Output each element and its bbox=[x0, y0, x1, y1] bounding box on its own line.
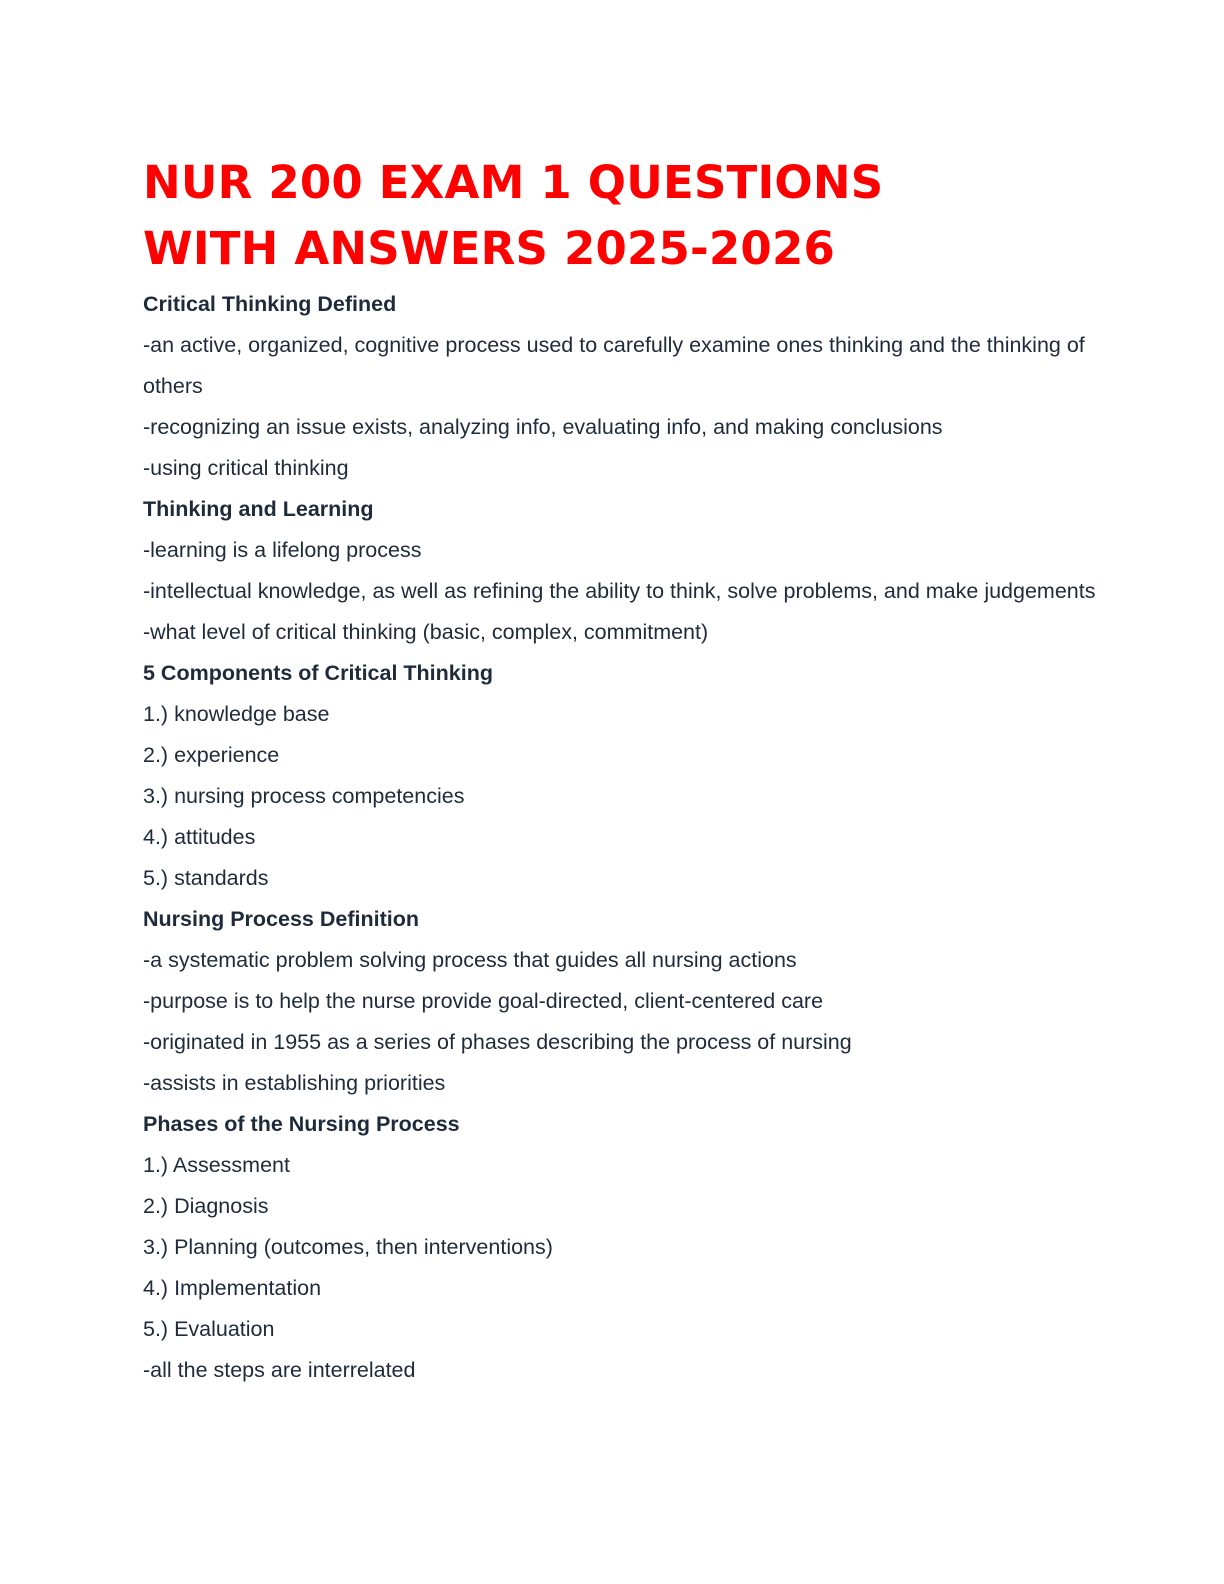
section-line: -an active, organized, cognitive process used to carefully examine ones thinking and the thinking of others bbox=[143, 333, 1085, 398]
section-heading: Phases of the Nursing Process bbox=[143, 1112, 460, 1136]
section-phases-of-nursing-process bbox=[143, 1104, 1103, 1391]
section-line: 4.) Implementation bbox=[143, 1276, 322, 1300]
section-line: 2.) experience bbox=[143, 743, 280, 767]
section-line: 5.) Evaluation bbox=[143, 1317, 275, 1341]
section-line: -a systematic problem solving process that guides all nursing actions bbox=[143, 948, 797, 972]
section-heading: Nursing Process Definition bbox=[143, 907, 419, 931]
section-5-components bbox=[143, 653, 1103, 899]
section-critical-thinking-defined bbox=[143, 284, 1103, 489]
section-line: 1.) knowledge base bbox=[143, 702, 330, 726]
section-heading: Critical Thinking Defined bbox=[143, 292, 397, 316]
section-line: -learning is a lifelong process bbox=[143, 538, 422, 562]
section-line: 5.) standards bbox=[143, 866, 269, 890]
section-line: -intellectual knowledge, as well as refining the ability to think, solve problems, and make judgements bbox=[143, 579, 1096, 603]
section-line: 1.) Assessment bbox=[143, 1153, 290, 1177]
section-thinking-and-learning bbox=[143, 489, 1103, 653]
document-title bbox=[143, 150, 1103, 282]
section-line: -recognizing an issue exists, analyzing info, evaluating info, and making conclusions bbox=[143, 415, 943, 439]
title-line-2: WITH ANSWERS 2025-2026 bbox=[143, 222, 835, 275]
title-line-1: NUR 200 EXAM 1 QUESTIONS bbox=[143, 156, 884, 209]
section-heading: Thinking and Learning bbox=[143, 497, 374, 521]
section-line: 3.) Planning (outcomes, then interventions) bbox=[143, 1235, 553, 1259]
section-line: -what level of critical thinking (basic, complex, commitment) bbox=[143, 620, 709, 644]
section-line: -assists in establishing priorities bbox=[143, 1071, 446, 1095]
section-line: 3.) nursing process competencies bbox=[143, 784, 465, 808]
section-line: -all the steps are interrelated bbox=[143, 1358, 416, 1382]
section-line: -purpose is to help the nurse provide goal-directed, client-centered care bbox=[143, 989, 824, 1013]
section-nursing-process-definition bbox=[143, 899, 1103, 1104]
document-body bbox=[143, 284, 1103, 1391]
section-line: 4.) attitudes bbox=[143, 825, 256, 849]
section-line: 2.) Diagnosis bbox=[143, 1194, 269, 1218]
section-heading: 5 Components of Critical Thinking bbox=[143, 661, 493, 685]
document-page bbox=[143, 150, 1103, 1391]
section-line: -using critical thinking bbox=[143, 456, 349, 480]
section-line: -originated in 1955 as a series of phases describing the process of nursing bbox=[143, 1030, 852, 1054]
